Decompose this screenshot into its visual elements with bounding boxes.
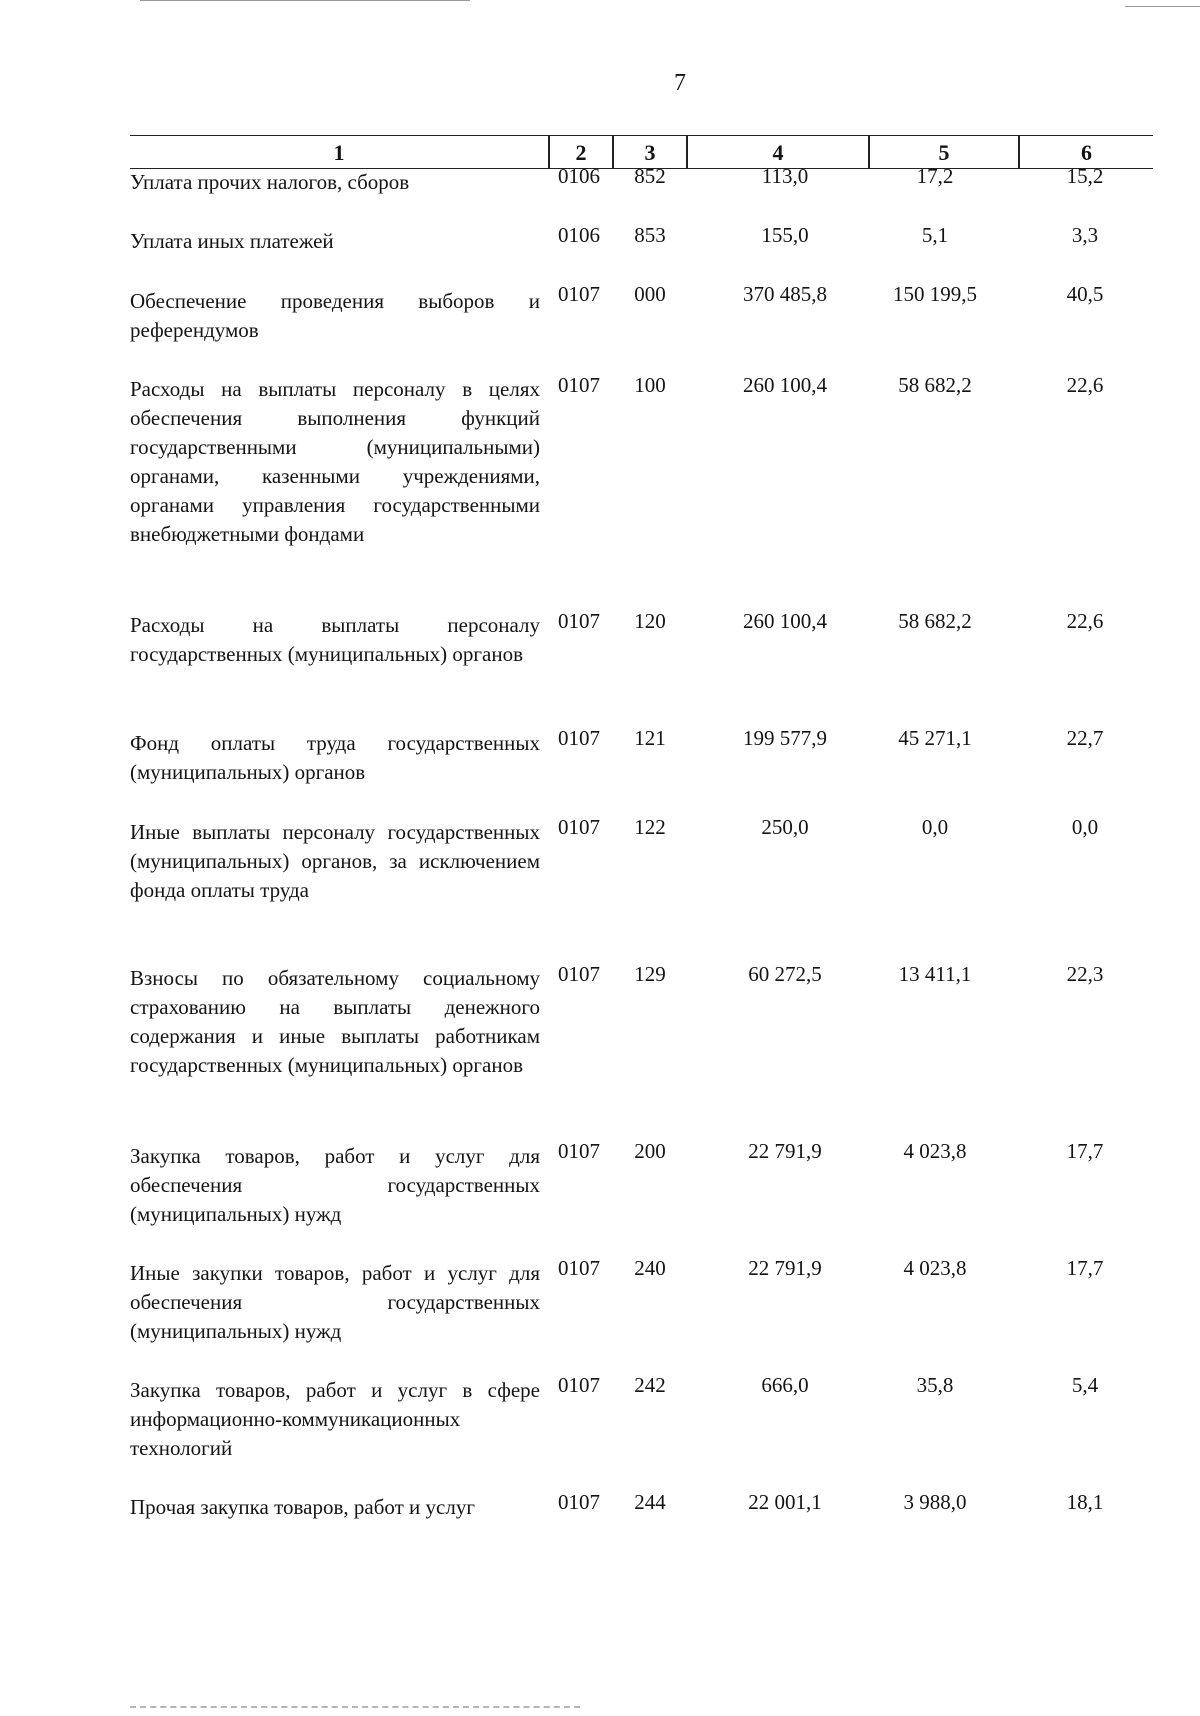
row-fact: 0,0 [921,815,949,839]
row-percent: 5,4 [1071,1373,1099,1397]
row-percent: 40,5 [1066,282,1104,306]
row-section: 0106 [558,164,600,188]
row-type: 121 [634,726,666,750]
row-type: 100 [634,373,666,397]
row-plan: 22 791,9 [748,1256,822,1280]
row-fact: 4 023,8 [903,1256,967,1280]
row-percent: 0,0 [1071,815,1099,839]
row-name: Взносы по обязательному социальному страхованию на выплаты денежного содержания и иные выплаты работникам государственных (муниципальных) органов [130,966,540,1077]
budget-table [130,135,1153,1519]
row-name: Закупка товаров, работ и услуг в сфере информационно-коммуникационных технологий [130,1378,540,1460]
row-name: Уплата иных платежей [130,229,334,253]
row-section: 0107 [558,726,600,750]
row-name: Фонд оплаты труда государственных (муниципальных) органов [130,731,540,784]
row-percent: 17,7 [1066,1139,1104,1163]
row-section: 0107 [558,962,600,986]
row-plan: 155,0 [761,223,809,247]
header-cell-4: 4 [772,140,784,165]
row-fact: 45 271,1 [898,726,972,750]
row-type: 129 [634,962,666,986]
row-fact: 17,2 [916,164,954,188]
row-fact: 4 023,8 [903,1139,967,1163]
row-section: 0107 [558,1490,600,1514]
row-section: 0107 [558,1373,600,1397]
row-percent: 22,6 [1066,373,1104,397]
row-section: 0106 [558,223,600,247]
scan-edge-line [1125,6,1200,7]
header-cell-2: 2 [575,140,587,165]
row-name: Обеспечение проведения выборов и референдумов [130,289,540,342]
row-percent: 15,2 [1066,164,1104,188]
row-section: 0107 [558,609,600,633]
row-type: 852 [634,164,666,188]
row-name: Иные закупки товаров, работ и услуг для обеспечения государственных (муниципальных) нужд [130,1261,540,1343]
row-section: 0107 [558,815,600,839]
page-number: 7 [674,70,686,96]
row-section: 0107 [558,373,600,397]
row-plan: 666,0 [761,1373,809,1397]
row-fact: 35,8 [916,1373,954,1397]
row-type: 122 [634,815,666,839]
row-fact: 58 682,2 [898,609,972,633]
row-fact: 150 199,5 [893,282,977,306]
row-plan: 22 001,1 [748,1490,822,1514]
row-section: 0107 [558,1139,600,1163]
row-fact: 5,1 [921,223,949,247]
scan-edge-line [130,1706,580,1708]
row-plan: 370 485,8 [743,282,827,306]
row-type: 244 [634,1490,666,1514]
row-name: Прочая закупка товаров, работ и услуг [130,1495,475,1519]
row-percent: 17,7 [1066,1256,1104,1280]
row-plan: 260 100,4 [743,373,827,397]
row-plan: 22 791,9 [748,1139,822,1163]
row-percent: 18,1 [1066,1490,1104,1514]
row-percent: 22,6 [1066,609,1104,633]
row-type: 853 [634,223,666,247]
header-cell-5: 5 [938,140,950,165]
row-percent: 22,3 [1066,962,1104,986]
row-name: Закупка товаров, работ и услуг для обеспечения государственных (муниципальных) нужд [130,1144,540,1226]
row-fact: 58 682,2 [898,373,972,397]
row-type: 200 [634,1139,666,1163]
row-type: 240 [634,1256,666,1280]
row-name: Иные выплаты персоналу государственных (муниципальных) органов, за исключением фонда оплаты труда [130,820,540,902]
row-percent: 3,3 [1071,223,1099,247]
row-plan: 113,0 [761,164,809,188]
row-name: Расходы на выплаты персоналу в целях обеспечения выполнения функций государственными (муниципальными) органами, казенными учреждениями, органами управления государственными внебюджетными фондами [130,377,540,546]
row-fact: 13 411,1 [898,962,972,986]
scan-edge-line [140,0,470,1]
row-type: 120 [634,609,666,633]
row-section: 0107 [558,282,600,306]
row-section: 0107 [558,1256,600,1280]
header-cell-6: 6 [1081,140,1092,165]
row-name: Расходы на выплаты персоналу государственных (муниципальных) органов [130,613,540,666]
header-cell-3: 3 [644,140,656,165]
row-percent: 22,7 [1066,726,1104,750]
header-cell-1: 1 [333,140,345,165]
row-plan: 60 272,5 [748,962,822,986]
row-fact: 3 988,0 [903,1490,967,1514]
row-plan: 199 577,9 [743,726,827,750]
row-name: Уплата прочих налогов, сборов [130,170,410,194]
row-type: 242 [634,1373,666,1397]
row-plan: 250,0 [761,815,809,839]
row-type: 000 [634,282,666,306]
row-plan: 260 100,4 [743,609,827,633]
